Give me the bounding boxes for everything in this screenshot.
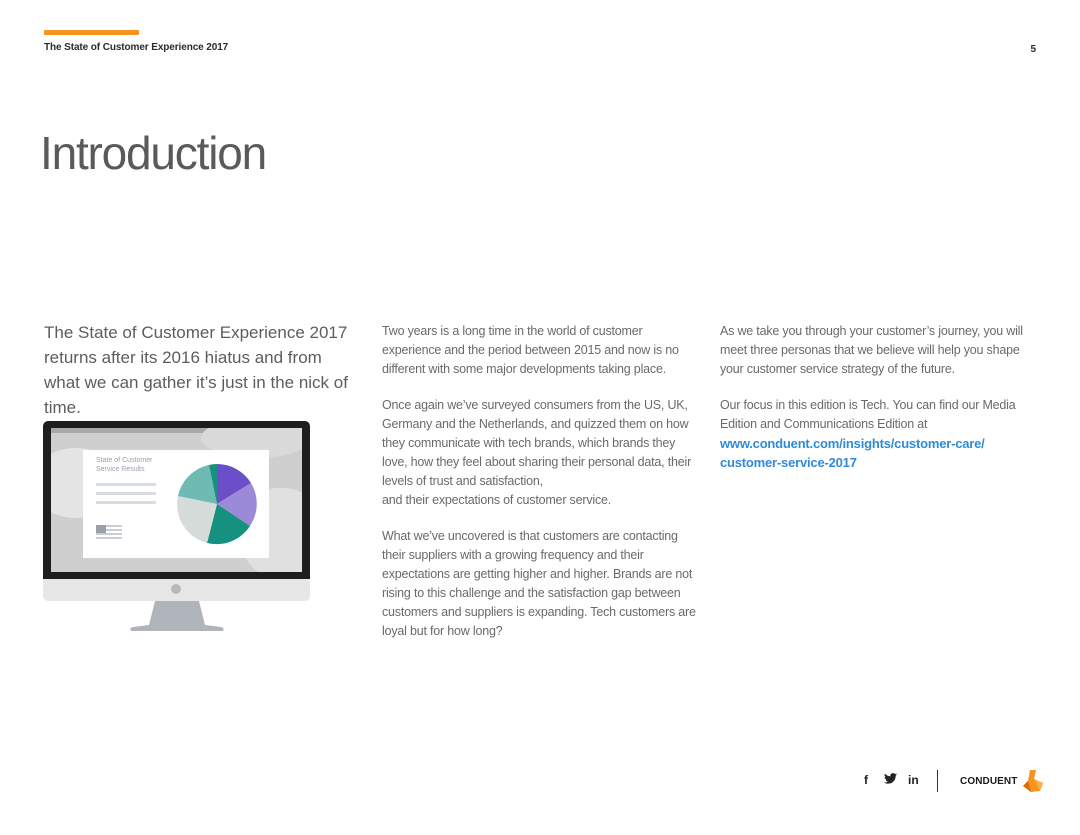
linkedin-icon[interactable]: in [908,773,919,787]
paragraph: Two years is a long time in the world of customer experience and the period between 2015 and now is no different with some major developments taking place. [382,324,679,376]
brand-wordmark: CONDUENT [960,776,1018,787]
results-card [83,450,269,558]
text-line [96,483,156,486]
text-line [96,492,156,495]
results-card-label: State of Customer Service Results [96,457,153,473]
monitor-screen [51,428,302,572]
monitor-logo-dot [171,584,181,594]
header-accent-bar [44,30,139,35]
monitor-stand [129,601,225,633]
page-title: Introduction [40,127,266,179]
paragraph-text: Our focus in this edition is Tech. You can find our Media Edition and Communications Edition at [720,398,1016,431]
document-title: The State of Customer Experience 2017 [44,42,229,53]
text-line [96,501,156,504]
conduent-insights-link[interactable] [720,434,1040,472]
paragraph: Once again we’ve surveyed consumers from the US, UK, Germany and the Netherlands, and quizzed them on how they communicate with tech brands, which brands they love, how they feel about sharing their personal data, their levels of trust and satisfaction, [382,398,692,488]
body-column-middle [382,322,702,658]
facebook-icon[interactable]: f [864,773,868,787]
link-line-1: www.conduent.com/insights/customer-care/ [720,436,985,451]
conduent-logo-icon [1021,769,1045,793]
flag-icon [96,525,122,541]
page-number: 5 [1030,44,1036,55]
twitter-icon[interactable] [884,772,897,787]
body-column-right [720,322,1040,489]
pie-chart-graphic [175,462,259,546]
paragraph-with-link [720,396,1040,472]
twitter-bird-icon [884,773,897,784]
paragraph: and their expectations of customer service. [382,493,612,507]
monitor-illustration [43,421,310,633]
footer-divider [937,770,938,792]
link-line-2: customer-service-2017 [720,455,857,470]
paragraph: What we’ve uncovered is that customers are contacting their suppliers with a growing frequency and their expectations are getting higher and higher. Brands are not rising to this challenge and the satisfaction gap between customers and suppliers is expanding. Tech customers are loyal but for how long? [382,529,696,638]
paragraph: As we take you through your customer’s journey, you will meet three personas that we believe will help you shape your customer service strategy of the future. [720,324,1023,376]
monitor-screen-frame [43,421,310,579]
lead-text: The State of Customer Experience 2017 returns after its 2016 hiatus and from what we can gather it’s just in the nick of time. [44,323,348,417]
